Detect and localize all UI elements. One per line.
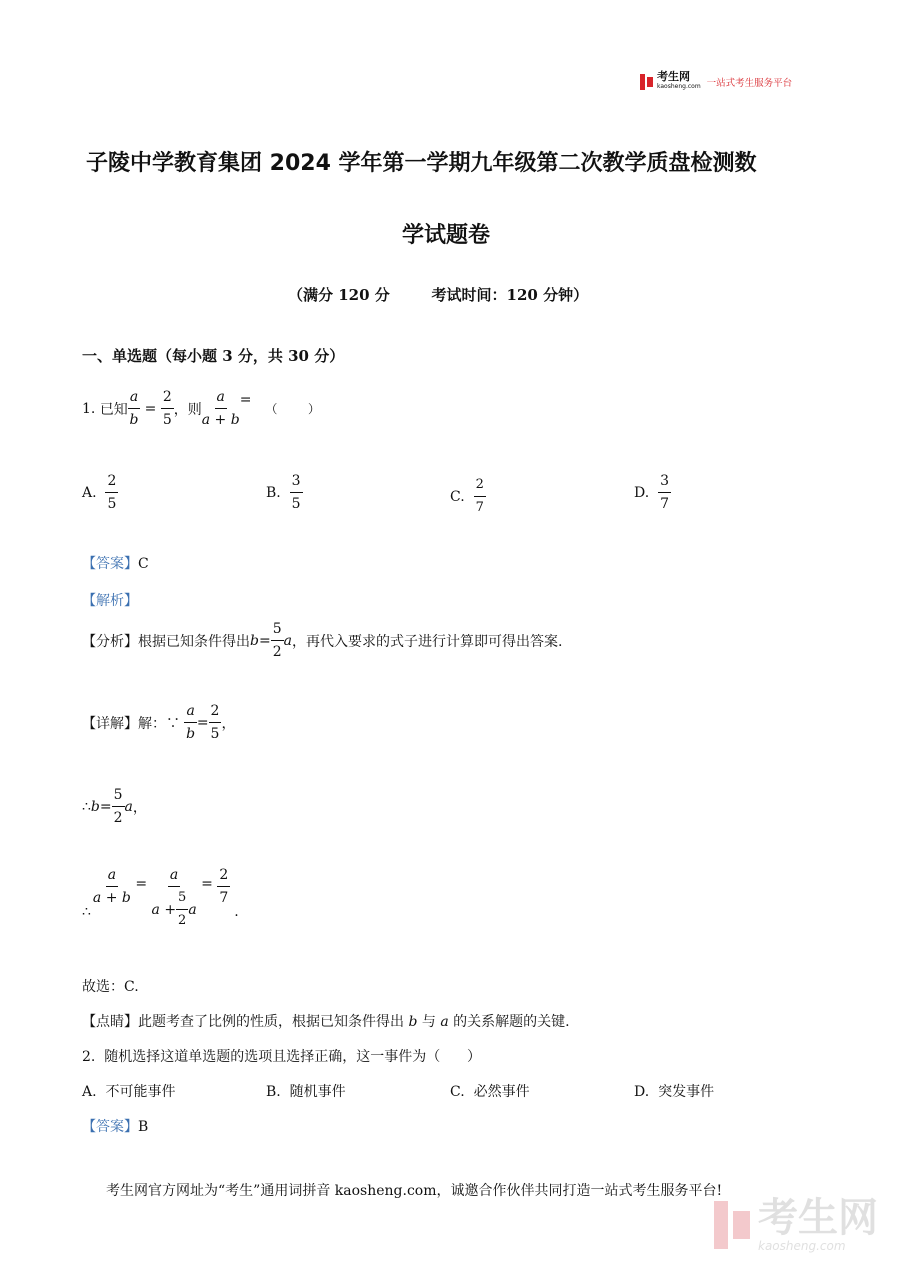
analysis-line: 【分析】 根据已知条件得出 b= $\frac{5}{2}$ a ，再代入要求的式子进行计算即可得出答案. — [82, 621, 563, 660]
question-text: 随机选择这道单选题的选项且选择正确，这一事件为（ ） — [104, 1049, 481, 1065]
question-number: 1. — [82, 400, 96, 417]
q2-option-d: D. 突发事件 — [634, 1084, 715, 1100]
analysis-tag: 【解析】 — [82, 593, 138, 609]
answer-2 — [82, 1116, 148, 1136]
q2-option-a: A. 不可能事件 — [82, 1084, 176, 1100]
dianjing-tag: 【点睛】 — [82, 1014, 138, 1030]
option-a: A. $\frac{2}{5}$ — [82, 473, 117, 512]
watermark-logo-icon — [714, 1201, 750, 1249]
answer-paren: （ ） — [265, 402, 320, 416]
watermark — [714, 1197, 878, 1253]
logo-slogan: 一站式考生服务平台 — [706, 78, 793, 89]
answer-value: B — [138, 1119, 149, 1135]
answer-value: C — [138, 556, 149, 572]
option-c: C. $\frac{2}{7}$ — [450, 477, 484, 515]
option-b: B. $\frac{3}{5}$ — [266, 473, 301, 512]
question-number: 2. — [82, 1049, 96, 1065]
logo-name: 考生网 — [657, 70, 690, 83]
logo-domain: kaosheng.com — [657, 83, 701, 90]
answer-tag: 【答案】 — [82, 1119, 138, 1135]
title-line-1: 子陵中学教育集团 2024 学年第一学期九年级第二次教学质盘检测数 — [86, 151, 757, 176]
q2-option-b: B. 随机事件 — [266, 1084, 346, 1100]
header-logo — [640, 72, 792, 92]
fenxi-tag: 【分析】 — [82, 633, 138, 650]
fraction-2-over-5: $\frac{2}{5}$ — [162, 389, 172, 428]
question-2 — [82, 1046, 481, 1066]
subtitle: （满分 120 分 考试时间：120 分钟） — [288, 286, 589, 304]
question-1: 1. 已知 $\frac{a}{b}$ = $\frac{2}{5}$ ，则 $\frac{a}{a + b}$ = （ ） — [82, 389, 320, 428]
dianjing-line: 【点睛】此题考查了比例的性质，根据已知条件得出 b 与 a 的关系解题的关键. — [82, 1014, 570, 1030]
question-mid: ，则 — [173, 401, 202, 418]
equals-sign: = — [239, 391, 252, 408]
xiangjie-tag: 【详解】 — [82, 715, 138, 732]
conclusion: 故选：C. — [82, 979, 139, 995]
fraction-a-over-a-plus-b: $\frac{a}{a + b}$ — [201, 389, 240, 428]
section-heading: 一、单选题（每小题 3 分，共 30 分） — [82, 347, 345, 365]
option-d: D. $\frac{3}{7}$ — [634, 473, 670, 512]
watermark-domain: kaosheng.com — [758, 1239, 846, 1253]
title-line-2: 学试题卷 — [402, 223, 491, 248]
question-prefix: 已知 — [99, 401, 128, 418]
q2-option-c: C. 必然事件 — [450, 1084, 530, 1100]
answer-tag: 【答案】 — [82, 556, 138, 572]
watermark-name: 考生网 — [758, 1195, 878, 1241]
detail-line: 【详解】 解：∵ $\frac{a}{b}$ = $\frac{2}{5}$ ， — [82, 703, 236, 742]
step-2: ∴ b= $\frac{5}{2}$ a ， — [82, 787, 147, 826]
footer-text: 考生网官方网址为“考生”通用词拼音 kaosheng.com，诚邀合作伙伴共同打造一站式考生服务平台! — [106, 1183, 723, 1199]
fraction-a-over-b: $\frac{a}{b}$ — [129, 389, 139, 428]
answer-1 — [82, 553, 149, 573]
step-3: ∴ $\frac{a}{a + b}$ = a a + $\frac{5}{2}$ a = $\frac{2}{7}$ . — [82, 867, 239, 928]
kaosheng-logo-icon — [640, 74, 653, 90]
